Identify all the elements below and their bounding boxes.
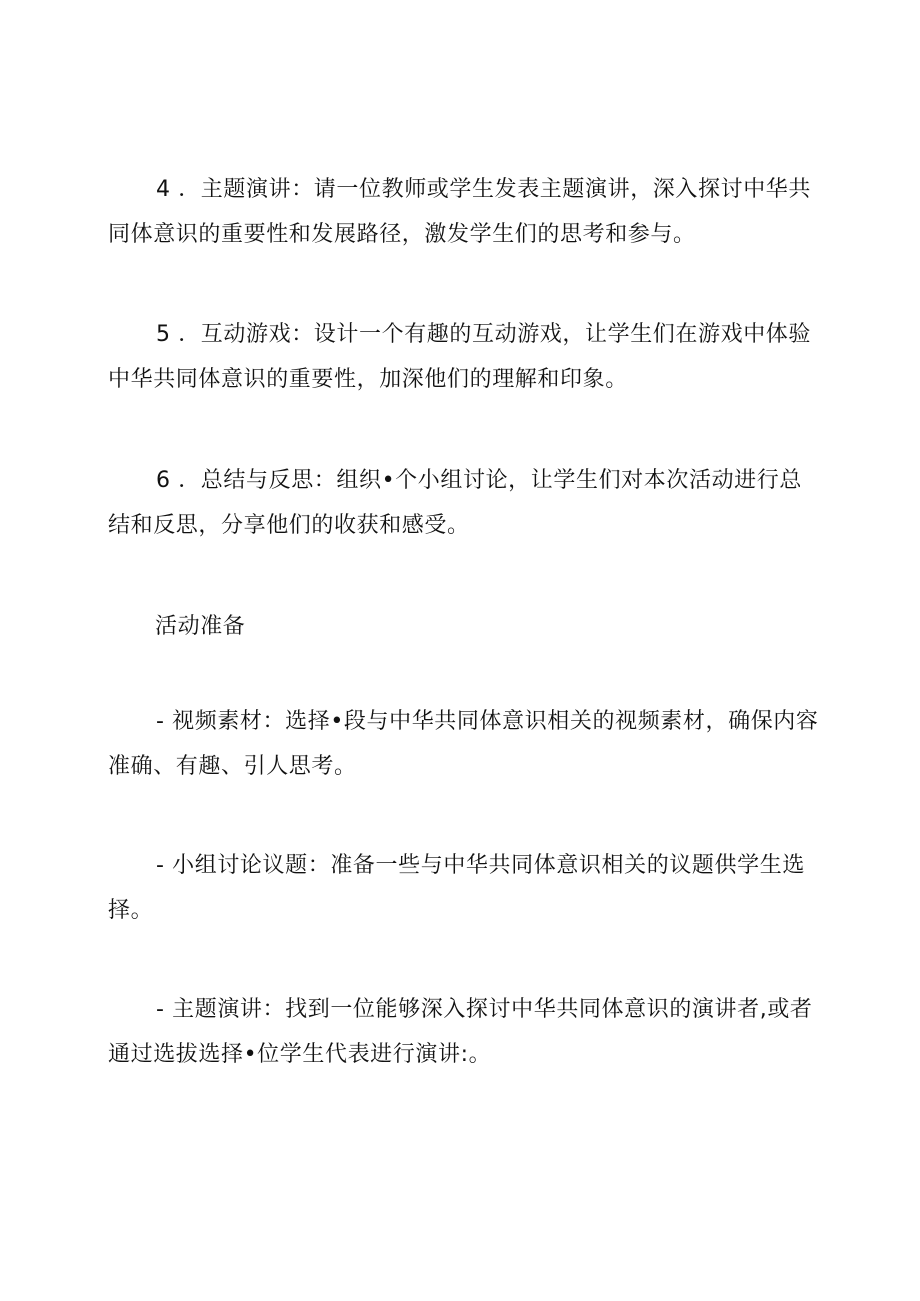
section-heading: 活动准备: [155, 614, 246, 639]
prep-video-paragraph: - 视频素材：选择•段与中华共同体意识相关的视频素材，确保内容准确、有趣、引人思考。: [108, 709, 819, 779]
prep-speech-paragraph: - 主题演讲：找到一位能够深入探讨中华共同体意识的演讲者,或者通过选拔选择•位学生代表进行演讲:。: [108, 997, 813, 1067]
step-4-paragraph: 4 ．主题演讲：请一位教师或学生发表主题演讲，深入探讨中华共同体意识的重要性和发展路径，激发学生们的思考和参与。: [108, 177, 811, 247]
step-6-paragraph: 6 ．总结与反思：组织•个小组讨论，让学生们对本次活动进行总结和反思，分享他们的收获和感受。: [108, 468, 802, 538]
step-5-paragraph: 5 ．互动游戏：设计一个有趣的互动游戏，让学生们在游戏中体验中华共同体意识的重要性，加深他们的理解和印象。: [108, 322, 811, 392]
prep-discussion-paragraph: - 小组讨论议题：准备一些与中华共同体意识相关的议题供学生选择。: [108, 853, 805, 923]
